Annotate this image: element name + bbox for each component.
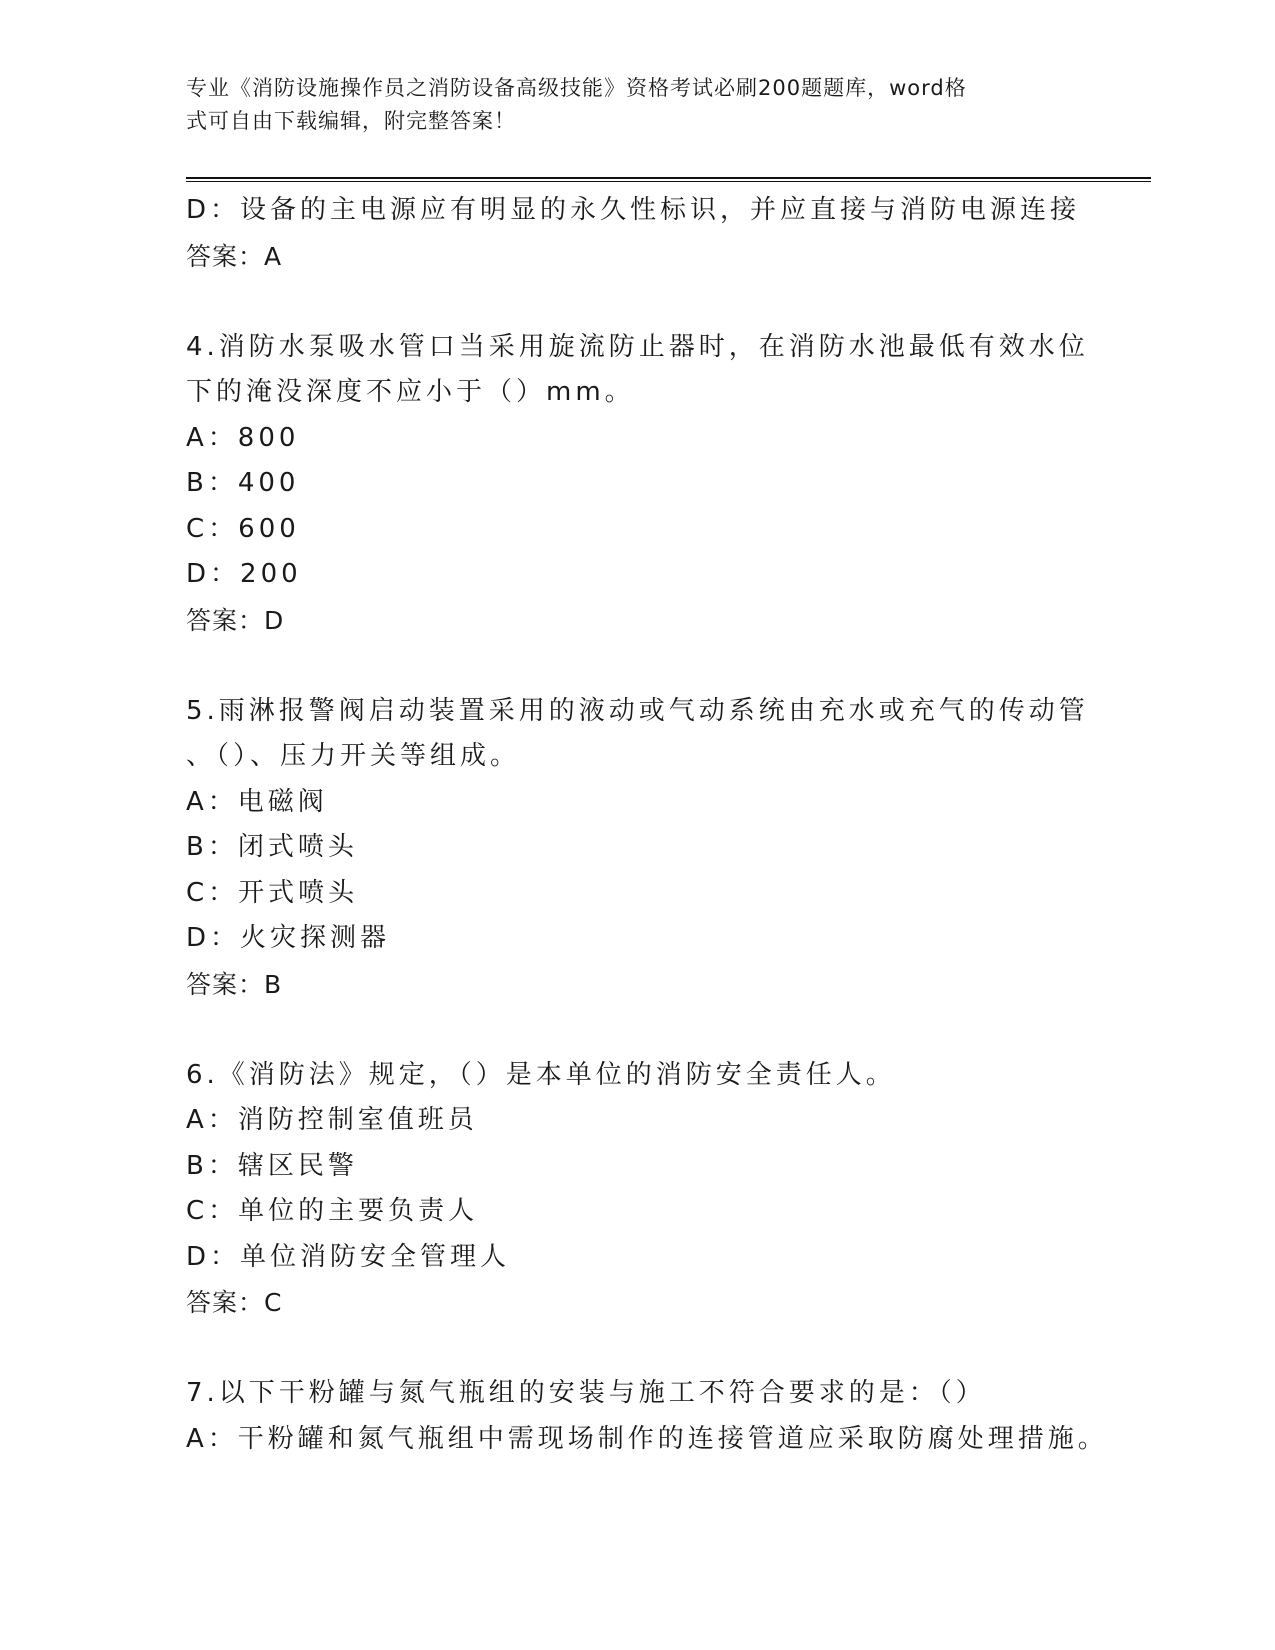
option-b: B：400 [186, 468, 300, 498]
question-block-4 [186, 325, 1146, 644]
question-block-7 [186, 1371, 1146, 1462]
answer-line: 答案：C [186, 1288, 283, 1317]
document-header [186, 72, 1066, 138]
question-stem: 4.消防水泵吸水管口当采用旋流防止器时，在消防水池最低有效水位 [186, 331, 1089, 362]
question-block-5 [186, 689, 1146, 1008]
option-a: A：电磁阀 [186, 786, 328, 817]
option-d: D：单位消防安全管理人 [186, 1241, 511, 1272]
spacer [186, 1326, 1146, 1372]
question-stem: 6.《消防法》规定，（）是本单位的消防安全责任人。 [186, 1059, 896, 1090]
header-divider-thick [186, 177, 1151, 179]
question-stem: 下的淹没深度不应小于（）mm。 [186, 377, 635, 407]
option-b: B：闭式喷头 [186, 832, 358, 862]
spacer [186, 279, 1146, 325]
question-block-6 [186, 1053, 1146, 1326]
answer-line: 答案：D [186, 605, 285, 635]
question-block-3 [186, 188, 1146, 279]
spacer [186, 1007, 1146, 1053]
option-d: D：200 [186, 559, 302, 589]
option-c: C：600 [186, 513, 300, 544]
option-c: C：单位的主要负责人 [186, 1196, 479, 1226]
option-a: A：800 [186, 422, 300, 453]
option-a: A：干粉罐和氮气瓶组中需现场制作的连接管道应采取防腐处理措施。 [186, 1423, 1108, 1454]
question-stem: 5.雨淋报警阀启动装置采用的液动或气动系统由充水或充气的传动管 [186, 695, 1089, 726]
question-stem: 、（）、压力开关等组成。 [186, 741, 521, 771]
option-d: D：设备的主电源应有明显的永久性标识，并应直接与消防电源连接 [186, 195, 1081, 225]
header-divider-thin [186, 181, 1151, 182]
spacer [186, 643, 1146, 689]
option-d: D：火灾探测器 [186, 923, 391, 953]
question-stem: 7.以下干粉罐与氮气瓶组的安装与施工不符合要求的是：（） [186, 1378, 986, 1408]
question-list [186, 188, 1146, 1462]
option-c: C：开式喷头 [186, 877, 359, 908]
answer-line: 答案：A [186, 241, 283, 271]
option-b: B：辖区民警 [186, 1150, 358, 1181]
header-line-2: 式可自由下载编辑，附完整答案！ [186, 109, 516, 133]
header-line-1: 专业《消防设施操作员之消防设备高级技能》资格考试必刷200题题库，word格 [186, 76, 967, 100]
answer-line: 答案：B [186, 969, 283, 999]
option-a: A：消防控制室值班员 [186, 1105, 478, 1135]
